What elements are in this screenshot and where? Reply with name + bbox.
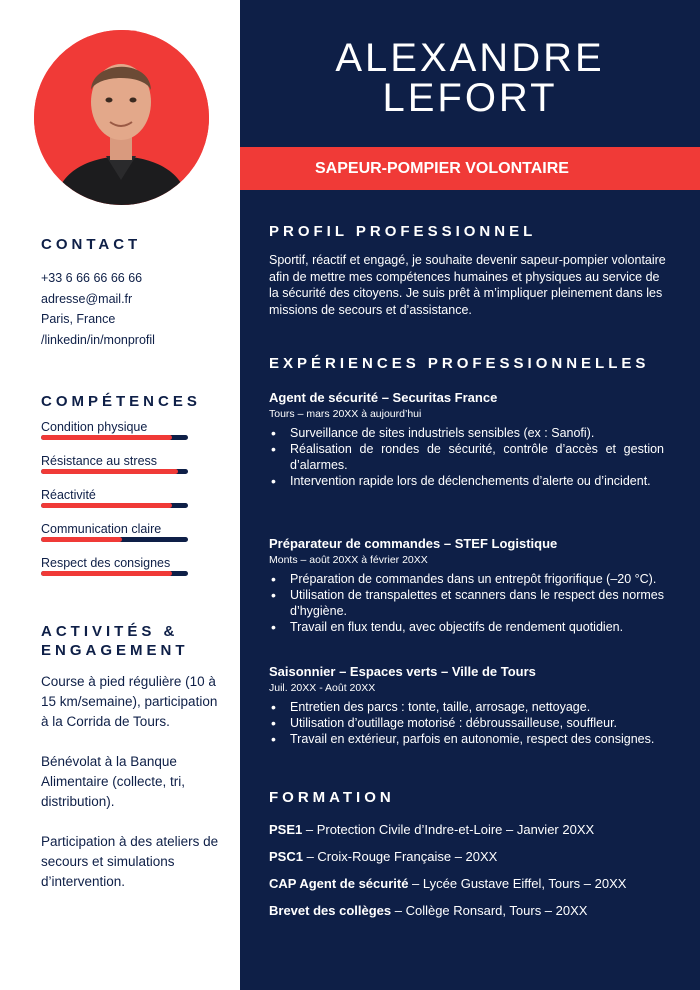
skill-bar-fill [41, 435, 172, 440]
activite-item: Bénévolat à la Banque Alimentaire (collecte, tri, distribution). [41, 754, 186, 809]
job-title-banner [240, 147, 700, 190]
experience-bullets [269, 425, 664, 489]
email-text[interactable]: adresse@mail.fr [41, 291, 133, 306]
formation-label: PSC1 [269, 849, 303, 864]
experience-bullet: • Travail en flux tendu, avec objectifs de rendement quotidien. [269, 619, 664, 635]
activite-item: Course à pied régulière (10 à 15 km/semaine), participation à la Corrida de Tours. [41, 674, 218, 729]
activites-list [41, 672, 221, 912]
formation-detail: – Protection Civile d’Indre-et-Loire – Janvier 20XX [302, 822, 595, 837]
formation-detail: – Collège Ronsard, Tours – 20XX [391, 903, 588, 918]
skill-item [41, 488, 191, 522]
experience-item [269, 535, 664, 635]
experience-bullet: • Préparation de commandes dans un entrepôt frigorifique (–20 °C). [269, 571, 664, 587]
profil-heading: PROFIL PROFESSIONNEL [269, 223, 537, 240]
skill-item [41, 522, 191, 556]
activite-item: Participation à des ateliers de secours et simulations d’intervention. [41, 834, 219, 889]
experience-bullet: • Surveillance de sites industriels sensibles (ex : Sanofi). [269, 425, 664, 441]
skill-bar-fill [41, 571, 172, 576]
experience-meta: Juil. 20XX - Août 20XX [269, 682, 376, 694]
skill-label: Résistance au stress [41, 454, 158, 468]
experience-title: Saisonnier – Espaces verts – Ville de Tours [269, 664, 536, 679]
formation-label: CAP Agent de sécurité [269, 876, 409, 891]
experience-title: Préparateur de commandes – STEF Logistique [269, 536, 558, 551]
skill-bar [41, 435, 188, 440]
job-title: SAPEUR-POMPIER VOLONTAIRE [315, 160, 569, 177]
experience-bullet: • Réalisation de rondes de sécurité, contrôle d’accès et gestion d’alarmes. [269, 441, 664, 473]
profil-text: Sportif, réactif et engagé, je souhaite devenir sapeur-pompier volontaire afin de mettre mes compétences humaines et physiques au service de la sécurité des citoyens. Je suis prêt à m’impliquer pleinement dans les missions de secours et d’assistance. [269, 253, 666, 317]
experience-meta: Monts – août 20XX à février 20XX [269, 554, 428, 566]
skill-bar [41, 503, 188, 508]
experience-bullet: • Utilisation de transpalettes et scanners dans le respect des normes d’hygiène. [269, 587, 664, 619]
formation-label: Brevet des collèges [269, 903, 392, 918]
skill-item [41, 420, 191, 454]
skill-bar-fill [41, 503, 172, 508]
competences-heading: COMPÉTENCES [41, 393, 201, 410]
formation-label: PSE1 [269, 822, 303, 837]
skill-bar [41, 537, 188, 542]
formation-item [269, 902, 689, 929]
location-text: Paris, France [41, 312, 116, 326]
skill-bar-fill [41, 469, 178, 474]
phone-text[interactable]: +33 6 66 66 66 66 [41, 271, 143, 285]
experience-bullets [269, 699, 664, 747]
formation-item [269, 848, 689, 875]
skill-label: Respect des consignes [41, 556, 171, 570]
experience-title: Agent de sécurité – Securitas France [269, 390, 498, 405]
skill-bar [41, 469, 188, 474]
skill-label: Réactivité [41, 488, 96, 502]
skill-label: Communication claire [41, 522, 162, 536]
right-column [240, 0, 700, 990]
experience-bullet: • Utilisation d’outillage motorisé : débroussailleuse, souffleur. [269, 715, 664, 731]
experience-bullet: • Entretien des parcs : tonte, taille, arrosage, nettoyage. [269, 699, 664, 715]
contact-list [41, 268, 155, 350]
experience-item [269, 663, 664, 747]
linkedin-text[interactable]: /linkedin/in/monprofil [41, 332, 155, 347]
formation-heading: FORMATION [269, 789, 395, 806]
skill-label: Condition physique [41, 420, 148, 434]
experiences-heading: EXPÉRIENCES PROFESSIONNELLES [269, 355, 650, 372]
formation-item [269, 821, 689, 848]
contact-heading: CONTACT [41, 236, 142, 253]
formation-detail: – Croix-Rouge Française – 20XX [302, 849, 498, 864]
experience-bullets [269, 571, 664, 635]
skills-list [41, 420, 191, 590]
last-name: LEFORT [382, 76, 558, 120]
profile-photo [34, 30, 209, 205]
candidate-name [240, 38, 700, 118]
skill-bar-fill [41, 537, 122, 542]
experience-item [269, 389, 664, 489]
experience-bullet: • Travail en extérieur, parfois en autonomie, respect des consignes. [269, 731, 664, 747]
left-column [0, 0, 240, 990]
experience-bullet: • Intervention rapide lors de déclenchements d’alerte ou d’incident. [269, 473, 664, 489]
experience-meta: Tours – mars 20XX à aujourd’hui [269, 408, 422, 420]
skill-item [41, 454, 191, 488]
skill-bar [41, 571, 188, 576]
formation-list [269, 821, 689, 929]
skill-item [41, 556, 191, 590]
activites-heading: ACTIVITÉS & ENGAGEMENT [41, 623, 189, 659]
formation-item [269, 875, 689, 902]
portrait-illustration [34, 30, 209, 205]
first-name: ALEXANDRE [335, 36, 605, 80]
formation-detail: – Lycée Gustave Eiffel, Tours – 20XX [408, 876, 627, 891]
